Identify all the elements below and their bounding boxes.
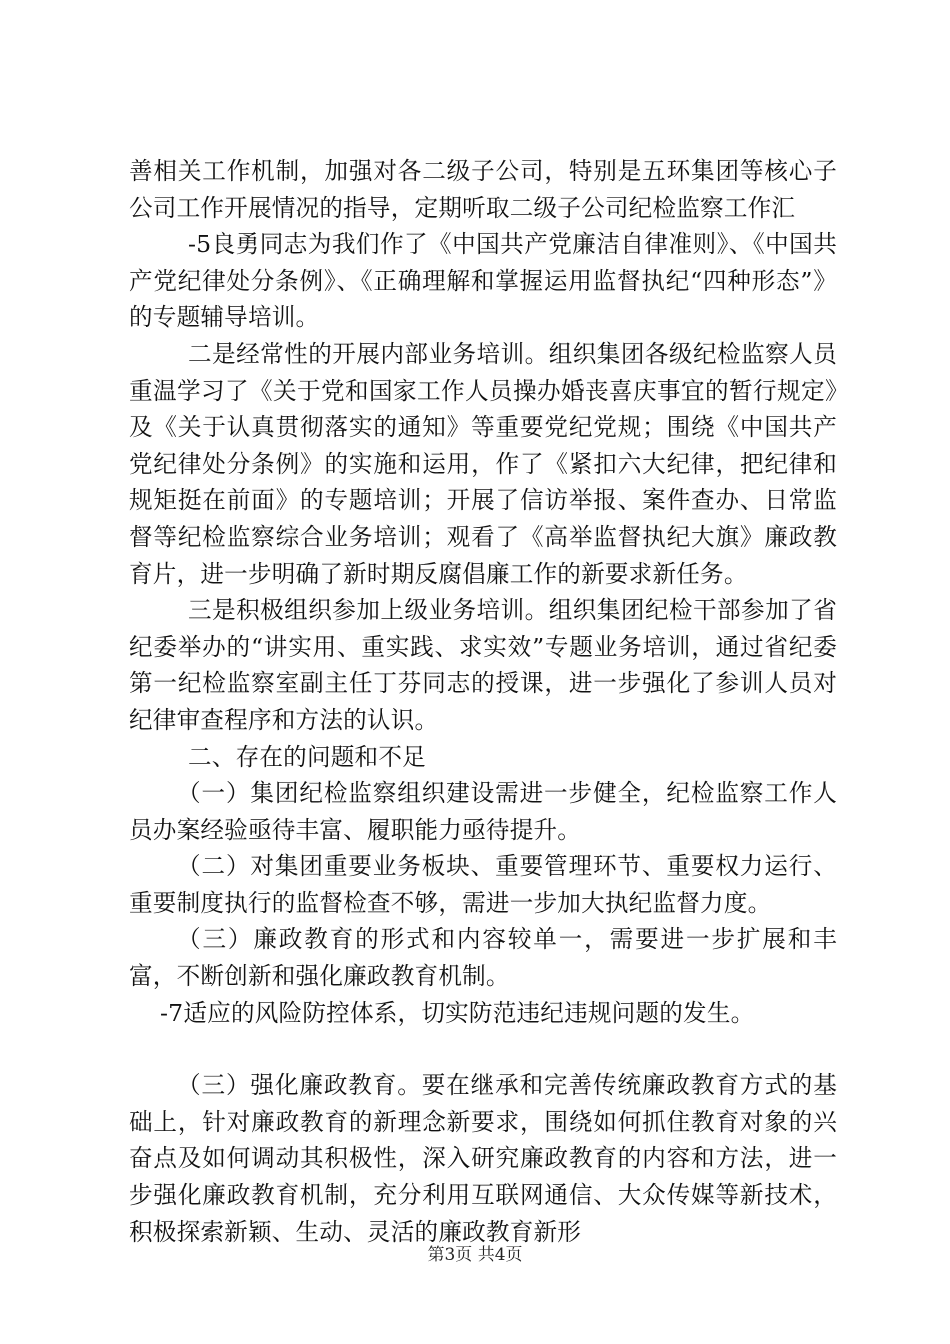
document-body <box>129 153 837 1250</box>
paragraph-1: 善相关工作机制，加强对各二级子公司，特别是五环集团等核心子公司工作开展情况的指导，定期听取二级子公司纪检监察工作汇 <box>129 157 837 222</box>
paragraph-8: -7适应的风险防控体系，切实防范违纪违规问题的发生。 <box>160 998 755 1027</box>
paragraph-7: （三）廉政教育的形式和内容较单一，需要进一步扩展和丰富，不断创新和强化廉政教育机制。 <box>129 925 837 991</box>
page-number-footer: 第3页 共4页 <box>427 1245 523 1265</box>
paragraph-2: -5良勇同志为我们作了《中国共产党廉洁自律准则》、《中国共产党纪律处分条例》、《正确理解和掌握运用监督执纪“四种形态”》的专题辅导培训。 <box>129 230 837 332</box>
paragraph-gap <box>129 1031 837 1067</box>
paragraph-9: （三）强化廉政教育。要在继承和完善传统廉政教育方式的基础上，针对廉政教育的新理念新要求，围绕如何抓住教育对象的兴奋点及如何调动其积极性，深入研究廉政教育的内容和方法，进一步强化廉政教育机制，充分利用互联网通信、大众传媒等新技术，积极探索新颖、生动、灵活的廉政教育新形 <box>129 1071 837 1246</box>
paragraph-6: （二）对集团重要业务板块、重要管理环节、重要权力运行、重要制度执行的监督检查不够，需进一步加大执纪监督力度。 <box>129 852 837 917</box>
paragraph-3: 二是经常性的开展内部业务培训。组织集团各级纪检监察人员重温学习了《关于党和国家工作人员操办婚丧喜庆事宜的暂行规定》及《关于认真贯彻落实的通知》等重要党纪党规；围绕《中国共产党纪律处分条例》的实施和运用，作了《紧扣六大纪律，把纪律和规矩挺在前面》的专题培训；开展了信访举报、案件查办、日常监督等纪检监察综合业务培训；观看了《高举监督执纪大旗》廉政教育片，进一步明确了新时期反腐倡廉工作的新要求新任务。 <box>129 339 837 588</box>
paragraph-4: 三是积极组织参加上级业务培训。组织集团纪检干部参加了省纪委举办的“讲实用、重实践、求实效”专题业务培训，通过省纪委第一纪检监察室副主任丁芬同志的授课，进一步强化了参训人员对纪律审查程序和方法的认识。 <box>129 596 837 734</box>
paragraph-5: （一）集团纪检监察组织建设需进一步健全，纪检监察工作人员办案经验亟待丰富、履职能力亟待提升。 <box>129 779 837 844</box>
section-heading-problems: 二、存在的问题和不足 <box>188 742 426 771</box>
